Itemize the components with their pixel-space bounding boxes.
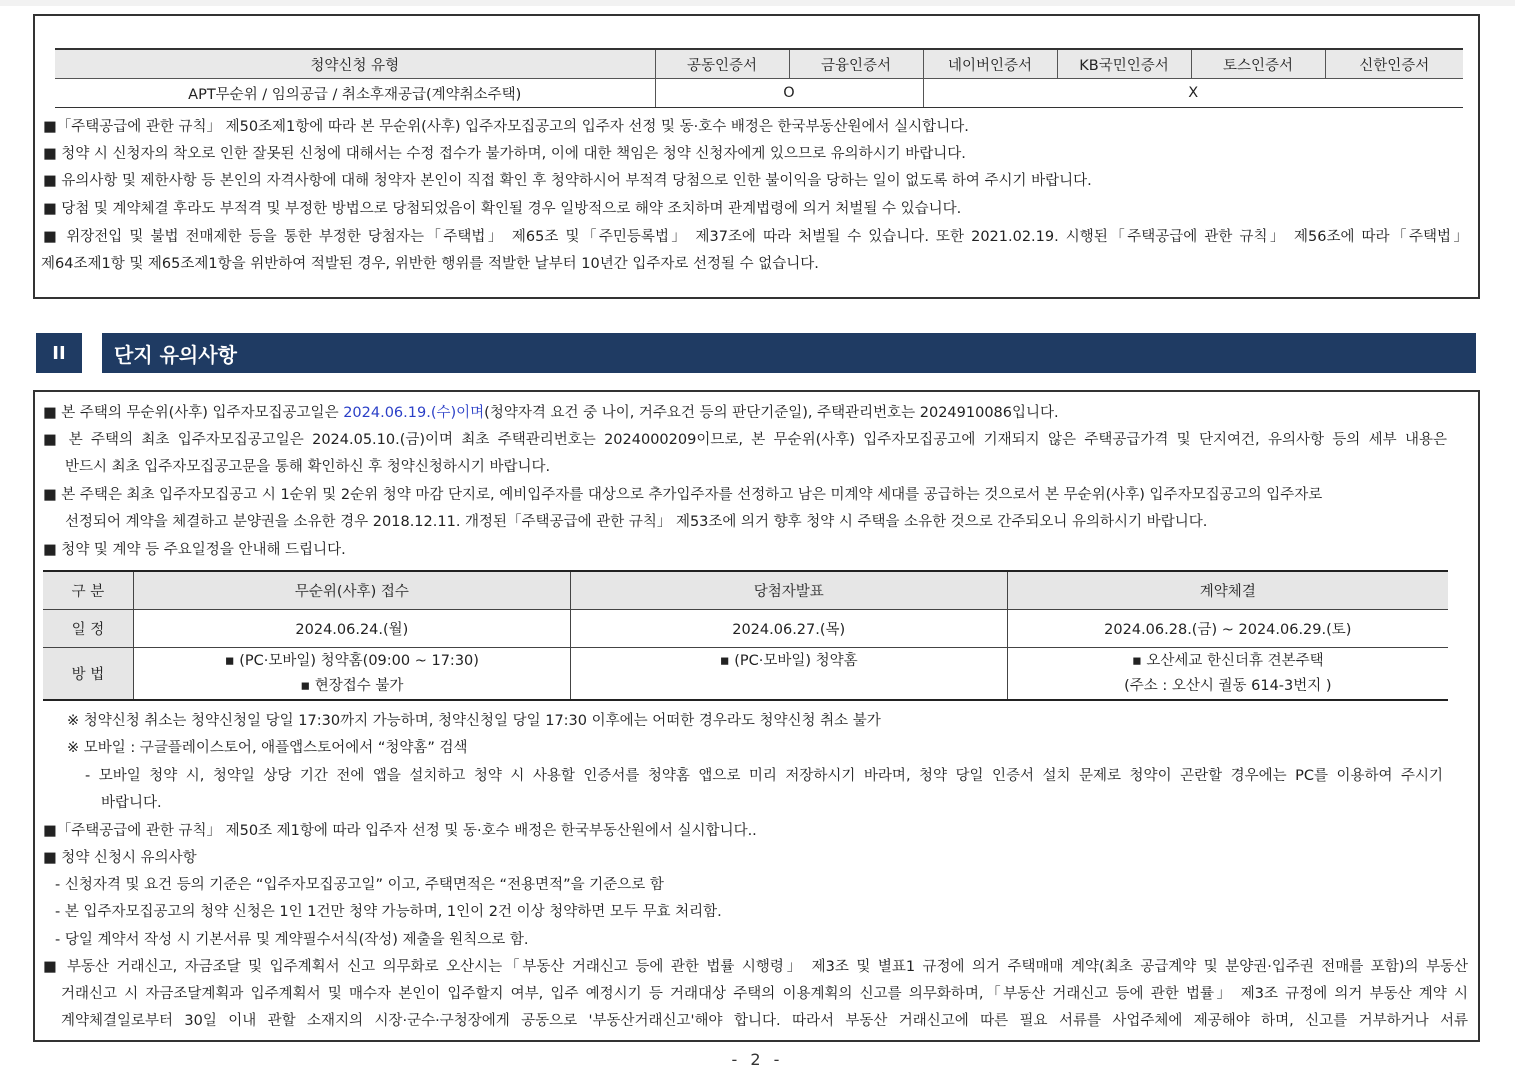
notice-item: ■「주택공급에 관한 규칙」 제50조 제1항에 따라 입주자 선정 및 동·호수 배정은 한국부동산원에서 실시합니다.. [43,823,757,839]
notice-item-line: ■ 부동산 거래신고, 자금조달 및 입주계획서 신고 의무화로 오산시는「부동산 거래신고 등에 관한 법률 시행령」 제3조 및 별표1 규정에 의거 주택매매 계약(최초 공급계약 및 분양권·입주권 전매를 포함)의 부동산 [43,959,1468,975]
method-announcement [570,648,1007,701]
row-header-method: 방 법 [43,648,133,701]
notice-item [43,400,1468,427]
cell-mark-x: X [923,79,1463,108]
schedule-date-contract: 2024.06.28.(금) ~ 2024.06.29.(토) [1007,610,1448,648]
note-item: ※ 모바일 : 구글플레이스토어, 애플앱스토어에서 “청약홈” 검색 [67,740,468,756]
col-header-contract: 계약체결 [1007,571,1448,610]
notice-subitem: - 당일 계약서 작성 시 기본서류 및 계약필수서식(작성) 제출을 원칙으로 함. [55,932,529,948]
col-header-type: 청약신청 유형 [55,49,655,79]
notice-item: ■ 청약 신청시 유의사항 [43,850,197,866]
certificate-table [55,48,1463,108]
cell-mark-o: O [655,79,923,108]
notice-text: (청약자격 요건 중 나이, 거주요건 등의 판단기준일), 주택관리번호는 2024910086입니다. [484,405,1059,421]
notice-item-line: ■ 위장전입 및 불법 전매제한 등을 통한 부정한 당첨자는「주택법」 제65조 및「주민등록법」 제37조에 따라 처벌될 수 있습니다. 또한 2021.02.19. 시행된「주택공급에 관한 규칙」 제56조에 따라「주택법」 [43,229,1468,245]
page-number: - 2 - [731,1050,784,1069]
schedule-header-row [43,571,1448,610]
method-line: ▪ (PC·모바일) 청약홈(09:00 ~ 17:30) [224,652,479,669]
notice-item-line: 선정되어 계약을 체결하고 분양권을 소유한 경우 2018.12.11. 개정된「주택공급에 관한 규칙」 제53조에 의거 향후 청약 시 주택을 소유한 것으로 간주되오니 유의하시기 바랍니다. [65,514,1208,530]
schedule-table [43,570,1448,701]
method-application [133,648,570,701]
col-header-naver-cert: 네이버인증서 [923,49,1057,79]
notice-item: ■ 유의사항 및 제한사항 등 본인의 자격사항에 대해 청약자 본인이 직접 확인 후 청약하시어 부적격 당첨으로 인한 불이익을 당하는 일이 없도록 하여 주시기 바랍니다. [43,173,1092,189]
notice-item: ■ 당첨 및 계약체결 후라도 부적격 및 부정한 방법으로 당첨되었음이 확인될 경우 일방적으로 해약 조치하며 관계법령에 의거 처벌될 수 있습니다. [43,201,962,217]
table-row [43,648,1448,701]
table-row [55,79,1463,108]
announcement-date: 2024.06.19.(수)이며 [343,405,485,421]
top-strip [0,0,1515,6]
notice-subitem: - 신청자격 및 요건 등의 기준은 “입주자모집공고일” 이고, 주택면적은 “전용면적”을 기준으로 함 [55,877,664,893]
notice-item-line: 반드시 최초 입주자모집공고문을 통해 확인하신 후 청약신청하시기 바랍니다. [65,459,551,475]
col-header-winner-announcement: 당첨자발표 [570,571,1007,610]
note-item: ※ 청약신청 취소는 청약신청일 당일 17:30까지 가능하며, 청약신청일 당일 17:30 이후에는 어떠한 경우라도 청약신청 취소 불가 [67,713,881,729]
notice-item: ■「주택공급에 관한 규칙」 제50조제1항에 따라 본 무순위(사후) 입주자모집공고의 입주자 선정 및 동·호수 배정은 한국부동산원에서 실시합니다. [43,119,969,135]
certificate-table-header [55,49,1463,79]
method-line: ▪ 현장접수 불가 [300,677,404,694]
notice-item-line: ■ 본 주택의 최초 입주자모집공고일은 2024.05.10.(금)이며 최초 주택관리번호는 2024000209이므로, 본 무순위(사후) 입주자모집공고에 기재되지 않은 주택공급가격 및 단지여건, 유의사항 등의 세부 내용은 [43,432,1447,448]
col-header-kb-cert: KB국민인증서 [1057,49,1191,79]
method-line: ▪ 오산세교 한신더휴 견본주택 [1131,652,1324,669]
method-line: (주소 : 오산시 궐동 614-3번지 ) [1124,677,1332,694]
row-header-schedule: 일 정 [43,610,133,648]
col-header-shinhan-cert: 신한인증서 [1325,49,1463,79]
col-header-category: 구 분 [43,571,133,610]
cell-type: APT무순위 / 임의공급 / 취소후재공급(계약취소주택) [55,79,655,108]
schedule-date-announcement: 2024.06.27.(목) [570,610,1007,648]
table-row [43,610,1448,648]
method-contract [1007,648,1448,701]
notice-text: ■ 본 주택의 무순위(사후) 입주자모집공고일은 [43,405,344,421]
note-item-line: - 모바일 청약 시, 청약일 상당 기간 전에 앱을 설치하고 청약 시 사용할 인증서를 청약홈 앱으로 미리 저장하시기 바라며, 청약 당일 인증서 설치 문제로 청약이 곤란할 경우에는 PC를 이용하여 주시기 [85,768,1443,784]
col-header-application: 무순위(사후) 접수 [133,571,570,610]
notice-box-main [33,390,1480,1042]
section-number: II [36,333,82,373]
notice-item-line: 계약체결일로부터 30일 이내 관할 소재지의 시장·군수·구청장에게 공동으로 '부동산거래신고'해야 합니다. 따라서 부동산 거래신고에 따른 필요 서류를 사업주체에 제공해야 하며, 신고를 거부하거나 서류 [61,1013,1468,1029]
notice-item: ■ 청약 시 신청자의 착오로 인한 잘못된 신청에 대해서는 수정 접수가 불가하며, 이에 대한 책임은 청약 신청자에게 있으므로 유의하시기 바랍니다. [43,146,966,162]
schedule-date-application: 2024.06.24.(월) [133,610,570,648]
col-header-joint-cert: 공동인증서 [655,49,789,79]
col-header-toss-cert: 토스인증서 [1191,49,1325,79]
notice-box-top [33,14,1480,299]
notice-item-line: 제64조제1항 및 제65조제1항을 위반하여 적발된 경우, 위반한 행위를 적발한 날부터 10년간 입주자로 선정될 수 없습니다. [41,256,819,272]
notice-subitem: - 본 입주자모집공고의 청약 신청은 1인 1건만 청약 가능하며, 1인이 2건 이상 청약하면 모두 무효 처리함. [55,904,722,920]
note-item-line: 바랍니다. [101,795,162,811]
method-line: ▪ (PC·모바일) 청약홈 [719,653,858,669]
section-title: 단지 유의사항 [102,333,1476,373]
notice-item-line: ■ 본 주택은 최초 입주자모집공고 시 1순위 및 2순위 청약 마감 단지로, 예비입주자를 대상으로 추가입주자를 선정하고 남은 미계약 세대를 공급하는 것으로서 본 무순위(사후) 입주자모집공고의 입주자로 [43,487,1323,503]
col-header-financial-cert: 금융인증서 [789,49,923,79]
notice-item: ■ 청약 및 계약 등 주요일정을 안내해 드립니다. [43,542,346,558]
notice-item-line: 거래신고 시 자금조달계획과 입주계획서 및 매수자 본인이 입주할지 여부, 입주 예정시기 등 거래대상 주택의 이용계획의 신고를 의무화하며,「부동산 거래신고 등에 관한 법률」 제3조 규정에 의거 부동산 계약 시 [61,986,1468,1002]
